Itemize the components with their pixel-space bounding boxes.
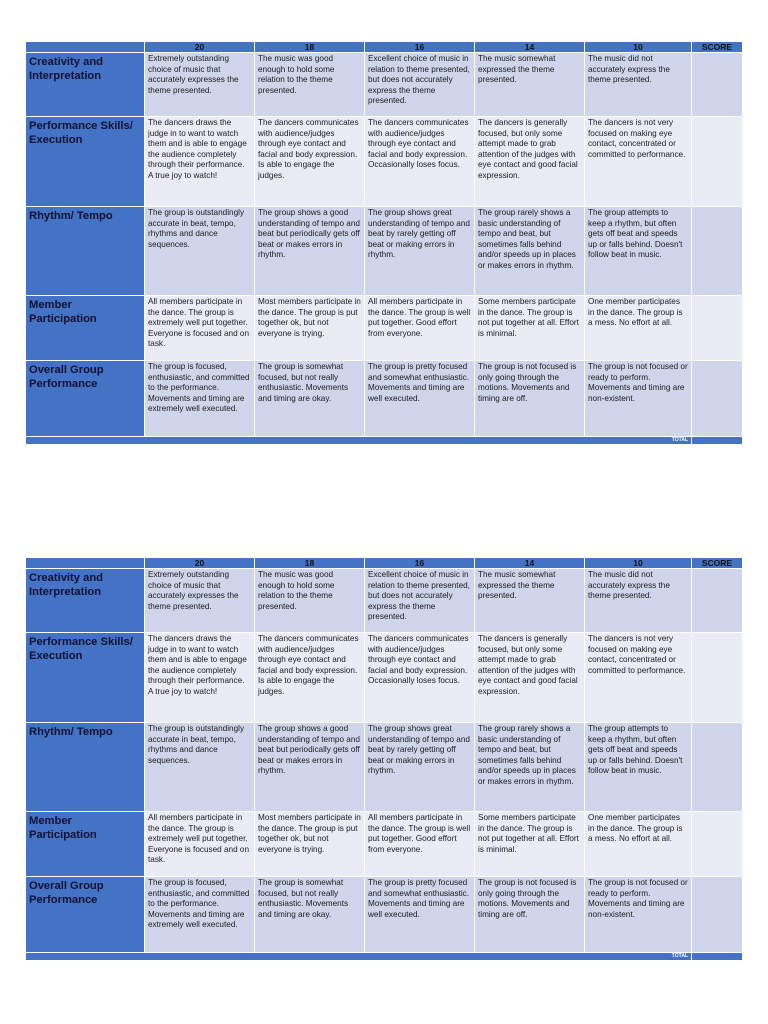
- score-cell[interactable]: [692, 812, 743, 877]
- rubric-cell: The music somewhat expressed the theme presented.: [475, 53, 585, 117]
- rubric-table-top: [25, 41, 743, 445]
- criterion-label: Performance Skills/ Execution: [26, 117, 145, 207]
- rubric-cell: The group is focused, enthusiastic, and committed to the performance. Movements and timing are extremely well executed.: [145, 877, 255, 953]
- rubric-cell: The group attempts to keep a rhythm, but often gets off beat and speeds up or falls behind. Doesn't follow beat in music.: [585, 207, 692, 296]
- criterion-row-performance-skills: [26, 117, 743, 207]
- score-cell[interactable]: [692, 296, 743, 361]
- total-score-cell[interactable]: [692, 953, 743, 961]
- criterion-label: Overall Group Performance: [26, 877, 145, 953]
- header-row: [26, 42, 743, 53]
- rubric-cell: The group rarely shows a basic understanding of tempo and beat, but sometimes falls behind and/or speeds up in places or makes errors in rhythm.: [475, 723, 585, 812]
- rubric-cell: The dancers is generally focused, but only some attempt made to grab attention of the judges with eye contact and good facial expression.: [475, 117, 585, 207]
- total-row: [26, 953, 743, 961]
- rubric-cell: The dancers is not very focused on making eye contact, concentrated or committed to performance.: [585, 633, 692, 723]
- rubric-cell: The group shows great understanding of tempo and beat by rarely getting off beat or making errors in rhythm.: [365, 207, 475, 296]
- score-header-10: 10: [585, 558, 692, 569]
- rubric-cell: The group is pretty focused and somewhat enthusiastic. Movements and timing are well executed.: [365, 361, 475, 437]
- rubric-table-bottom: [25, 557, 743, 961]
- score-header-20: 20: [145, 558, 255, 569]
- criterion-label: Rhythm/ Tempo: [26, 207, 145, 296]
- rubric-cell: The group shows a good understanding of tempo and beat but periodically gets off beat or makes errors in rhythm.: [255, 207, 365, 296]
- criterion-row-member-participation: [26, 296, 743, 361]
- rubric-cell: The group attempts to keep a rhythm, but often gets off beat and speeds up or falls behind. Doesn't follow beat in music.: [585, 723, 692, 812]
- total-row: [26, 437, 743, 445]
- rubric-cell: The group is outstandingly accurate in beat, tempo, rhythms and dance sequences.: [145, 723, 255, 812]
- score-cell[interactable]: [692, 117, 743, 207]
- rubric-cell: All members participate in the dance. The group is extremely well put together. Everyone is focused and on task.: [145, 296, 255, 361]
- score-column-header: SCORE: [692, 42, 743, 53]
- rubric-cell: The music did not accurately express the theme presented.: [585, 53, 692, 117]
- criterion-row-performance-skills: [26, 633, 743, 723]
- criterion-label: Overall Group Performance: [26, 361, 145, 437]
- total-label: TOTAL: [26, 437, 692, 445]
- score-cell[interactable]: [692, 207, 743, 296]
- criterion-row-creativity: [26, 53, 743, 117]
- rubric-cell: The group is not focused is only going through the motions. Movements and timing are off.: [475, 877, 585, 953]
- criterion-row-creativity: [26, 569, 743, 633]
- total-score-cell[interactable]: [692, 437, 743, 445]
- rubric-cell: The music was good enough to hold some relation to the theme presented.: [255, 569, 365, 633]
- rubric-cell: Excellent choice of music in relation to theme presented, but does not accurately express the theme presented.: [365, 569, 475, 633]
- rubric-cell: All members participate in the dance. The group is extremely well put together. Everyone is focused and on task.: [145, 812, 255, 877]
- rubric-cell: The dancers communicates with audience/judges through eye contact and facial and body expression. Is able to engage the judges.: [255, 633, 365, 723]
- criterion-label: Creativity and Interpretation: [26, 53, 145, 117]
- rubric-cell: All members participate in the dance. The group is well put together. Good effort from everyone.: [365, 812, 475, 877]
- score-cell[interactable]: [692, 569, 743, 633]
- rubric-cell: One member participates in the dance. The group is a mess. No effort at all.: [585, 812, 692, 877]
- rubric-cell: The group is not focused or ready to perform. Movements and timing are non-existent.: [585, 877, 692, 953]
- rubric-cell: Some members participate in the dance. The group is not put together at all. Effort is minimal.: [475, 296, 585, 361]
- score-header-16: 16: [365, 42, 475, 53]
- rubric-cell: All members participate in the dance. The group is well put together. Good effort from everyone.: [365, 296, 475, 361]
- score-header-10: 10: [585, 42, 692, 53]
- rubric-cell: The group is outstandingly accurate in beat, tempo, rhythms and dance sequences.: [145, 207, 255, 296]
- score-header-18: 18: [255, 558, 365, 569]
- criterion-label: Rhythm/ Tempo: [26, 723, 145, 812]
- header-blank: [26, 42, 145, 53]
- score-cell[interactable]: [692, 877, 743, 953]
- rubric-cell: Extremely outstanding choice of music that accurately expresses the theme presented.: [145, 569, 255, 633]
- rubric-cell: The music was good enough to hold some relation to the theme presented.: [255, 53, 365, 117]
- score-cell[interactable]: [692, 723, 743, 812]
- rubric-cell: Some members participate in the dance. The group is not put together at all. Effort is minimal.: [475, 812, 585, 877]
- total-label: TOTAL: [26, 953, 692, 961]
- rubric-cell: Most members participate in the dance. The group is put together ok, but not everyone is trying.: [255, 812, 365, 877]
- rubric-cell: The group is somewhat focused, but not really enthusiastic. Movements and timing are okay.: [255, 877, 365, 953]
- rubric-cell: The music somewhat expressed the theme presented.: [475, 569, 585, 633]
- score-cell[interactable]: [692, 633, 743, 723]
- score-cell[interactable]: [692, 361, 743, 437]
- rubric-cell: The group rarely shows a basic understanding of tempo and beat, but sometimes falls behind and/or speeds up in places or makes errors in rhythm.: [475, 207, 585, 296]
- rubric-cell: The group is pretty focused and somewhat enthusiastic. Movements and timing are well executed.: [365, 877, 475, 953]
- rubric-cell: Most members participate in the dance. The group is put together ok, but not everyone is trying.: [255, 296, 365, 361]
- score-cell[interactable]: [692, 53, 743, 117]
- criterion-row-member-participation: [26, 812, 743, 877]
- score-header-18: 18: [255, 42, 365, 53]
- score-header-20: 20: [145, 42, 255, 53]
- score-column-header: SCORE: [692, 558, 743, 569]
- rubric-cell: The music did not accurately express the theme presented.: [585, 569, 692, 633]
- criterion-label: Creativity and Interpretation: [26, 569, 145, 633]
- rubric-cell: The dancers communicates with audience/judges through eye contact and facial and body expression. Occasionally loses focus.: [365, 117, 475, 207]
- rubric-cell: The group shows great understanding of tempo and beat by rarely getting off beat or making errors in rhythm.: [365, 723, 475, 812]
- rubric-cell: The group is not focused or ready to perform. Movements and timing are non-existent.: [585, 361, 692, 437]
- rubric-cell: The dancers draws the judge in to want to watch them and is able to engage the audience completely through their performance. A true joy to watch!: [145, 117, 255, 207]
- rubric-cell: The dancers is not very focused on making eye contact, concentrated or committed to performance.: [585, 117, 692, 207]
- rubric-cell: The group is not focused is only going through the motions. Movements and timing are off.: [475, 361, 585, 437]
- rubric-cell: Excellent choice of music in relation to theme presented, but does not accurately express the theme presented.: [365, 53, 475, 117]
- criterion-row-rhythm-tempo: [26, 207, 743, 296]
- criterion-row-overall-performance: [26, 361, 743, 437]
- score-header-14: 14: [475, 558, 585, 569]
- criterion-row-overall-performance: [26, 877, 743, 953]
- rubric-cell: The group is focused, enthusiastic, and committed to the performance. Movements and timing are extremely well executed.: [145, 361, 255, 437]
- rubric-cell: The dancers is generally focused, but only some attempt made to grab attention of the judges with eye contact and good facial expression.: [475, 633, 585, 723]
- criterion-label: Member Participation: [26, 296, 145, 361]
- score-header-14: 14: [475, 42, 585, 53]
- rubric-cell: The group shows a good understanding of tempo and beat but periodically gets off beat or makes errors in rhythm.: [255, 723, 365, 812]
- rubric-cell: The dancers communicates with audience/judges through eye contact and facial and body expression. Occasionally loses focus.: [365, 633, 475, 723]
- rubric-cell: The group is somewhat focused, but not really enthusiastic. Movements and timing are okay.: [255, 361, 365, 437]
- rubric-cell: One member participates in the dance. The group is a mess. No effort at all.: [585, 296, 692, 361]
- criterion-row-rhythm-tempo: [26, 723, 743, 812]
- rubric-cell: Extremely outstanding choice of music that accurately expresses the theme presented.: [145, 53, 255, 117]
- header-blank: [26, 558, 145, 569]
- rubric-cell: The dancers draws the judge in to want to watch them and is able to engage the audience completely through their performance. A true joy to watch!: [145, 633, 255, 723]
- criterion-label: Member Participation: [26, 812, 145, 877]
- criterion-label: Performance Skills/ Execution: [26, 633, 145, 723]
- header-row: [26, 558, 743, 569]
- score-header-16: 16: [365, 558, 475, 569]
- rubric-cell: The dancers communicates with audience/judges through eye contact and facial and body expression. Is able to engage the judges.: [255, 117, 365, 207]
